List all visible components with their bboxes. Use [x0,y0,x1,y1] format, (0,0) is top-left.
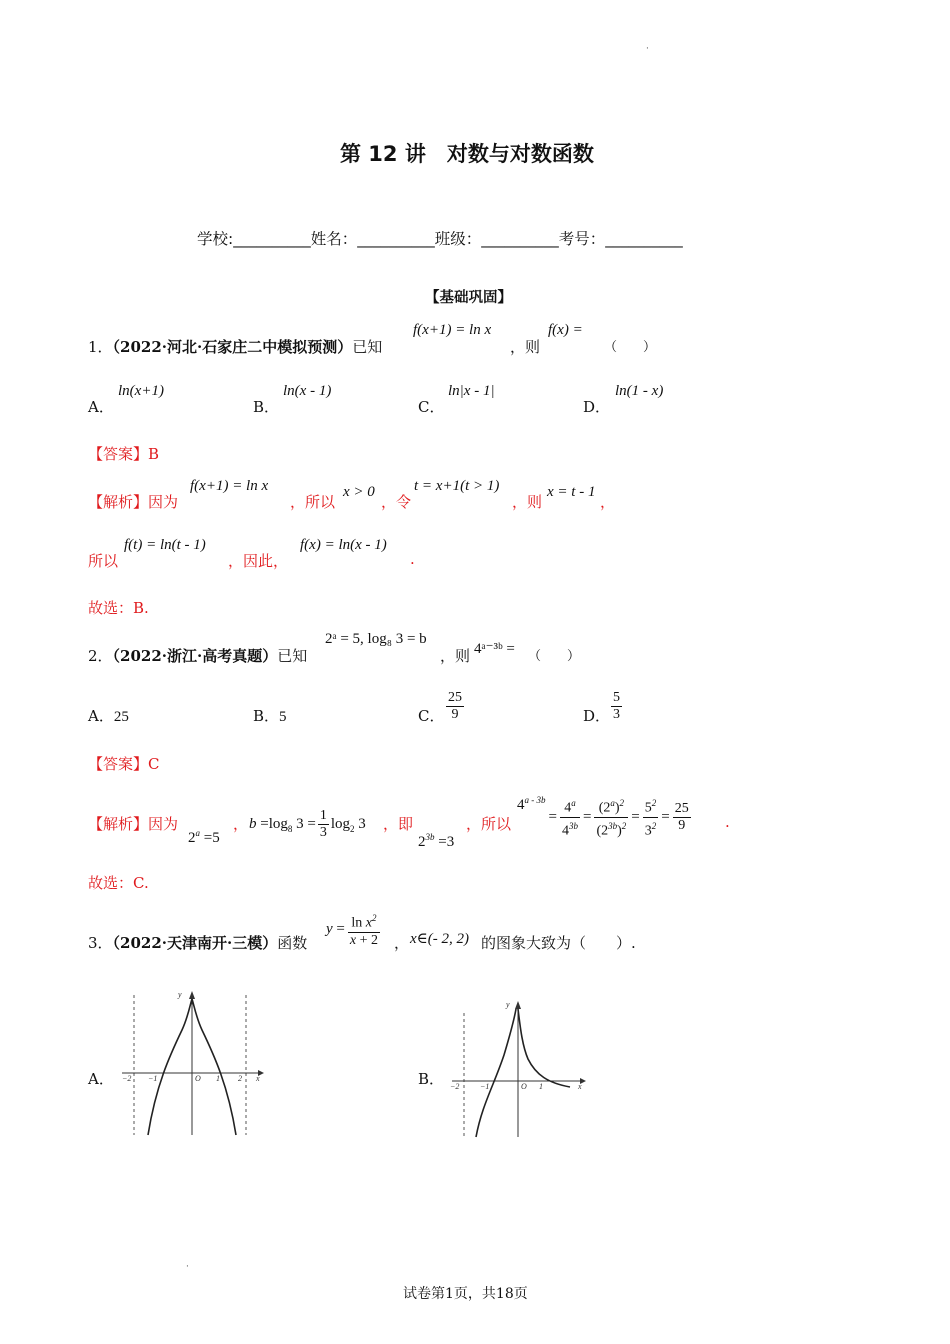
q1-analysis-tag [88,491,178,512]
q3-option-a-label: A． [88,1070,114,1088]
page-footer: 试卷第1页，共18页 [403,1286,528,1302]
analysis-tag: 【解析】 [88,493,149,511]
analysis-math: t = x+1(t > 1) [414,478,500,494]
q3-option-a-graph [118,985,268,1140]
option-label: A． [88,707,114,725]
analysis-math: $b =\log_8$ 3 = $\frac{1}{3}$ $\log_2 3$ [249,808,366,840]
q1-answer [88,443,159,464]
analysis-math: x = t - 1 [547,484,596,500]
analysis-text: ， [233,815,249,833]
analysis-tag: 【解析】 [88,815,149,833]
option-label: B． [253,707,280,725]
tick-label: O [521,1082,527,1091]
q2-option-c-fraction [446,690,464,723]
q2-option-c-label: C． [418,707,445,725]
q1-ask-math: f(x) = [548,322,583,338]
q1-option-a-expr: ln(x+1) [118,383,164,399]
question-1-stem [88,336,382,357]
q1-option-d-label: D． [583,398,611,416]
stem-text: ，则 [510,338,541,356]
q2-analysis-tag [88,813,178,834]
q2-condition-math [325,631,427,648]
tick-label: y [506,1000,510,1009]
question-number: 1． [88,338,113,356]
tick-label: 2 [238,1074,242,1083]
answer-tag: 【答案】 [88,755,149,773]
question-2-stem [88,645,307,666]
question-source: （2022·浙江·高考真题） [112,647,278,665]
student-info-line: 学校:__________姓名：__________班级：__________考号：__________ [197,230,683,248]
tick-label: 1 [216,1074,220,1083]
stem-text: 的图象大致为（ ）. [481,934,636,952]
tick-label: x [578,1082,582,1091]
analysis-math: f(t) = ln(t - 1) [124,537,206,553]
stem-text: ，则 [440,647,471,665]
tick-label: −2 [122,1074,132,1083]
q1-option-c-expr: ln|x - 1| [448,383,495,399]
q3-option-b-label: B． [418,1070,445,1088]
analysis-text: ，即 [383,815,414,833]
tick-label: x [256,1074,260,1083]
tick-label: O [195,1074,201,1083]
tick-label: −1 [148,1074,158,1083]
analysis-text: ，所以 [290,493,336,511]
page-title: 第 12 讲 对数与对数函数 [340,142,594,166]
stem-text: 已知 [277,647,308,665]
option-value: 5 [279,709,287,725]
q1-option-a-label: A． [88,398,114,416]
analysis-math: $4^{a - 3b}$ = $\frac{4^a}{4^{3b}}$ = $\frac{(2^a)^2}{(2^{3b})^2}$ = $\frac{5^2}{3^2}$ = $\frac{25}{9}$ [517,795,689,839]
q2-option-d-fraction [611,690,622,723]
q2-choice: 故选：C. [88,874,149,892]
analysis-text: . [410,550,415,568]
analysis-text: ，所以 [466,815,512,833]
analysis-math: f(x+1) = ln x [190,478,269,494]
decor-dot: · [186,1262,189,1272]
q2-option-d-label: D． [583,707,611,725]
q3-function-math: y = $\frac{\ln x^2}{x + 2}$ [326,910,380,949]
analysis-text: . [725,813,730,831]
section-heading: 【基础巩固】 [425,290,512,306]
tick-label: −1 [480,1082,490,1091]
q3-option-b-graph [442,995,592,1140]
q1-condition-math: f(x+1) = ln x [413,322,492,338]
q1-option-d-expr: ln(1 - x) [615,383,664,399]
analysis-text: 因为 [148,815,179,833]
math-text: 2ᵃ = 5, log₈ 3 = b [325,631,427,647]
tick-label: 1 [539,1082,543,1091]
numerator: 5 [613,690,620,705]
denominator: 3 [613,707,620,722]
analysis-text: ，令 [381,493,412,511]
stem-text: 已知 [352,338,383,356]
denominator: 9 [451,707,459,722]
analysis-text: ，则 [512,493,543,511]
tick-label: −2 [450,1082,460,1091]
question-source: （2022·天津南开·三模） [112,934,278,952]
answer-value: C [148,755,160,773]
option-value: 25 [113,709,129,725]
question-3-stem [88,932,307,953]
analysis-math: $2^a =5$ [188,828,220,846]
q1-option-c-label: C． [418,398,445,416]
answer-value: B [148,445,160,463]
stem-text: ， [394,934,410,952]
q2-option-a [88,705,129,726]
analysis-text: ， [600,493,616,511]
analysis-text: ，因此， [228,552,289,570]
q2-ask-math: 4ᵃ⁻³ᵇ = [474,641,515,657]
question-source: （2022·河北·石家庄二中模拟预测） [112,338,353,356]
numerator: 25 [448,690,462,705]
tick-label: y [178,990,182,999]
question-number: 3． [88,934,113,952]
analysis-text: 因为 [148,493,179,511]
answer-paren: （ ） [604,340,657,355]
analysis-text: 所以 [88,552,119,570]
analysis-math: f(x) = ln(x - 1) [300,537,387,553]
analysis-math: $2^{3b} =3$ [418,832,455,850]
q2-answer [88,753,160,774]
analysis-math: x > 0 [343,484,375,500]
q1-option-b-expr: ln(x - 1) [283,383,332,399]
answer-paren: （ ） [528,649,581,664]
answer-tag: 【答案】 [88,445,149,463]
q1-option-b-label: B． [253,398,280,416]
stem-text: 函数 [277,934,308,952]
q3-domain-math: x∈(- 2, 2) [410,931,469,947]
q2-option-b [253,705,287,726]
q1-choice: 故选：B. [88,599,149,617]
decor-dot: · [646,44,649,54]
question-number: 2． [88,647,113,665]
